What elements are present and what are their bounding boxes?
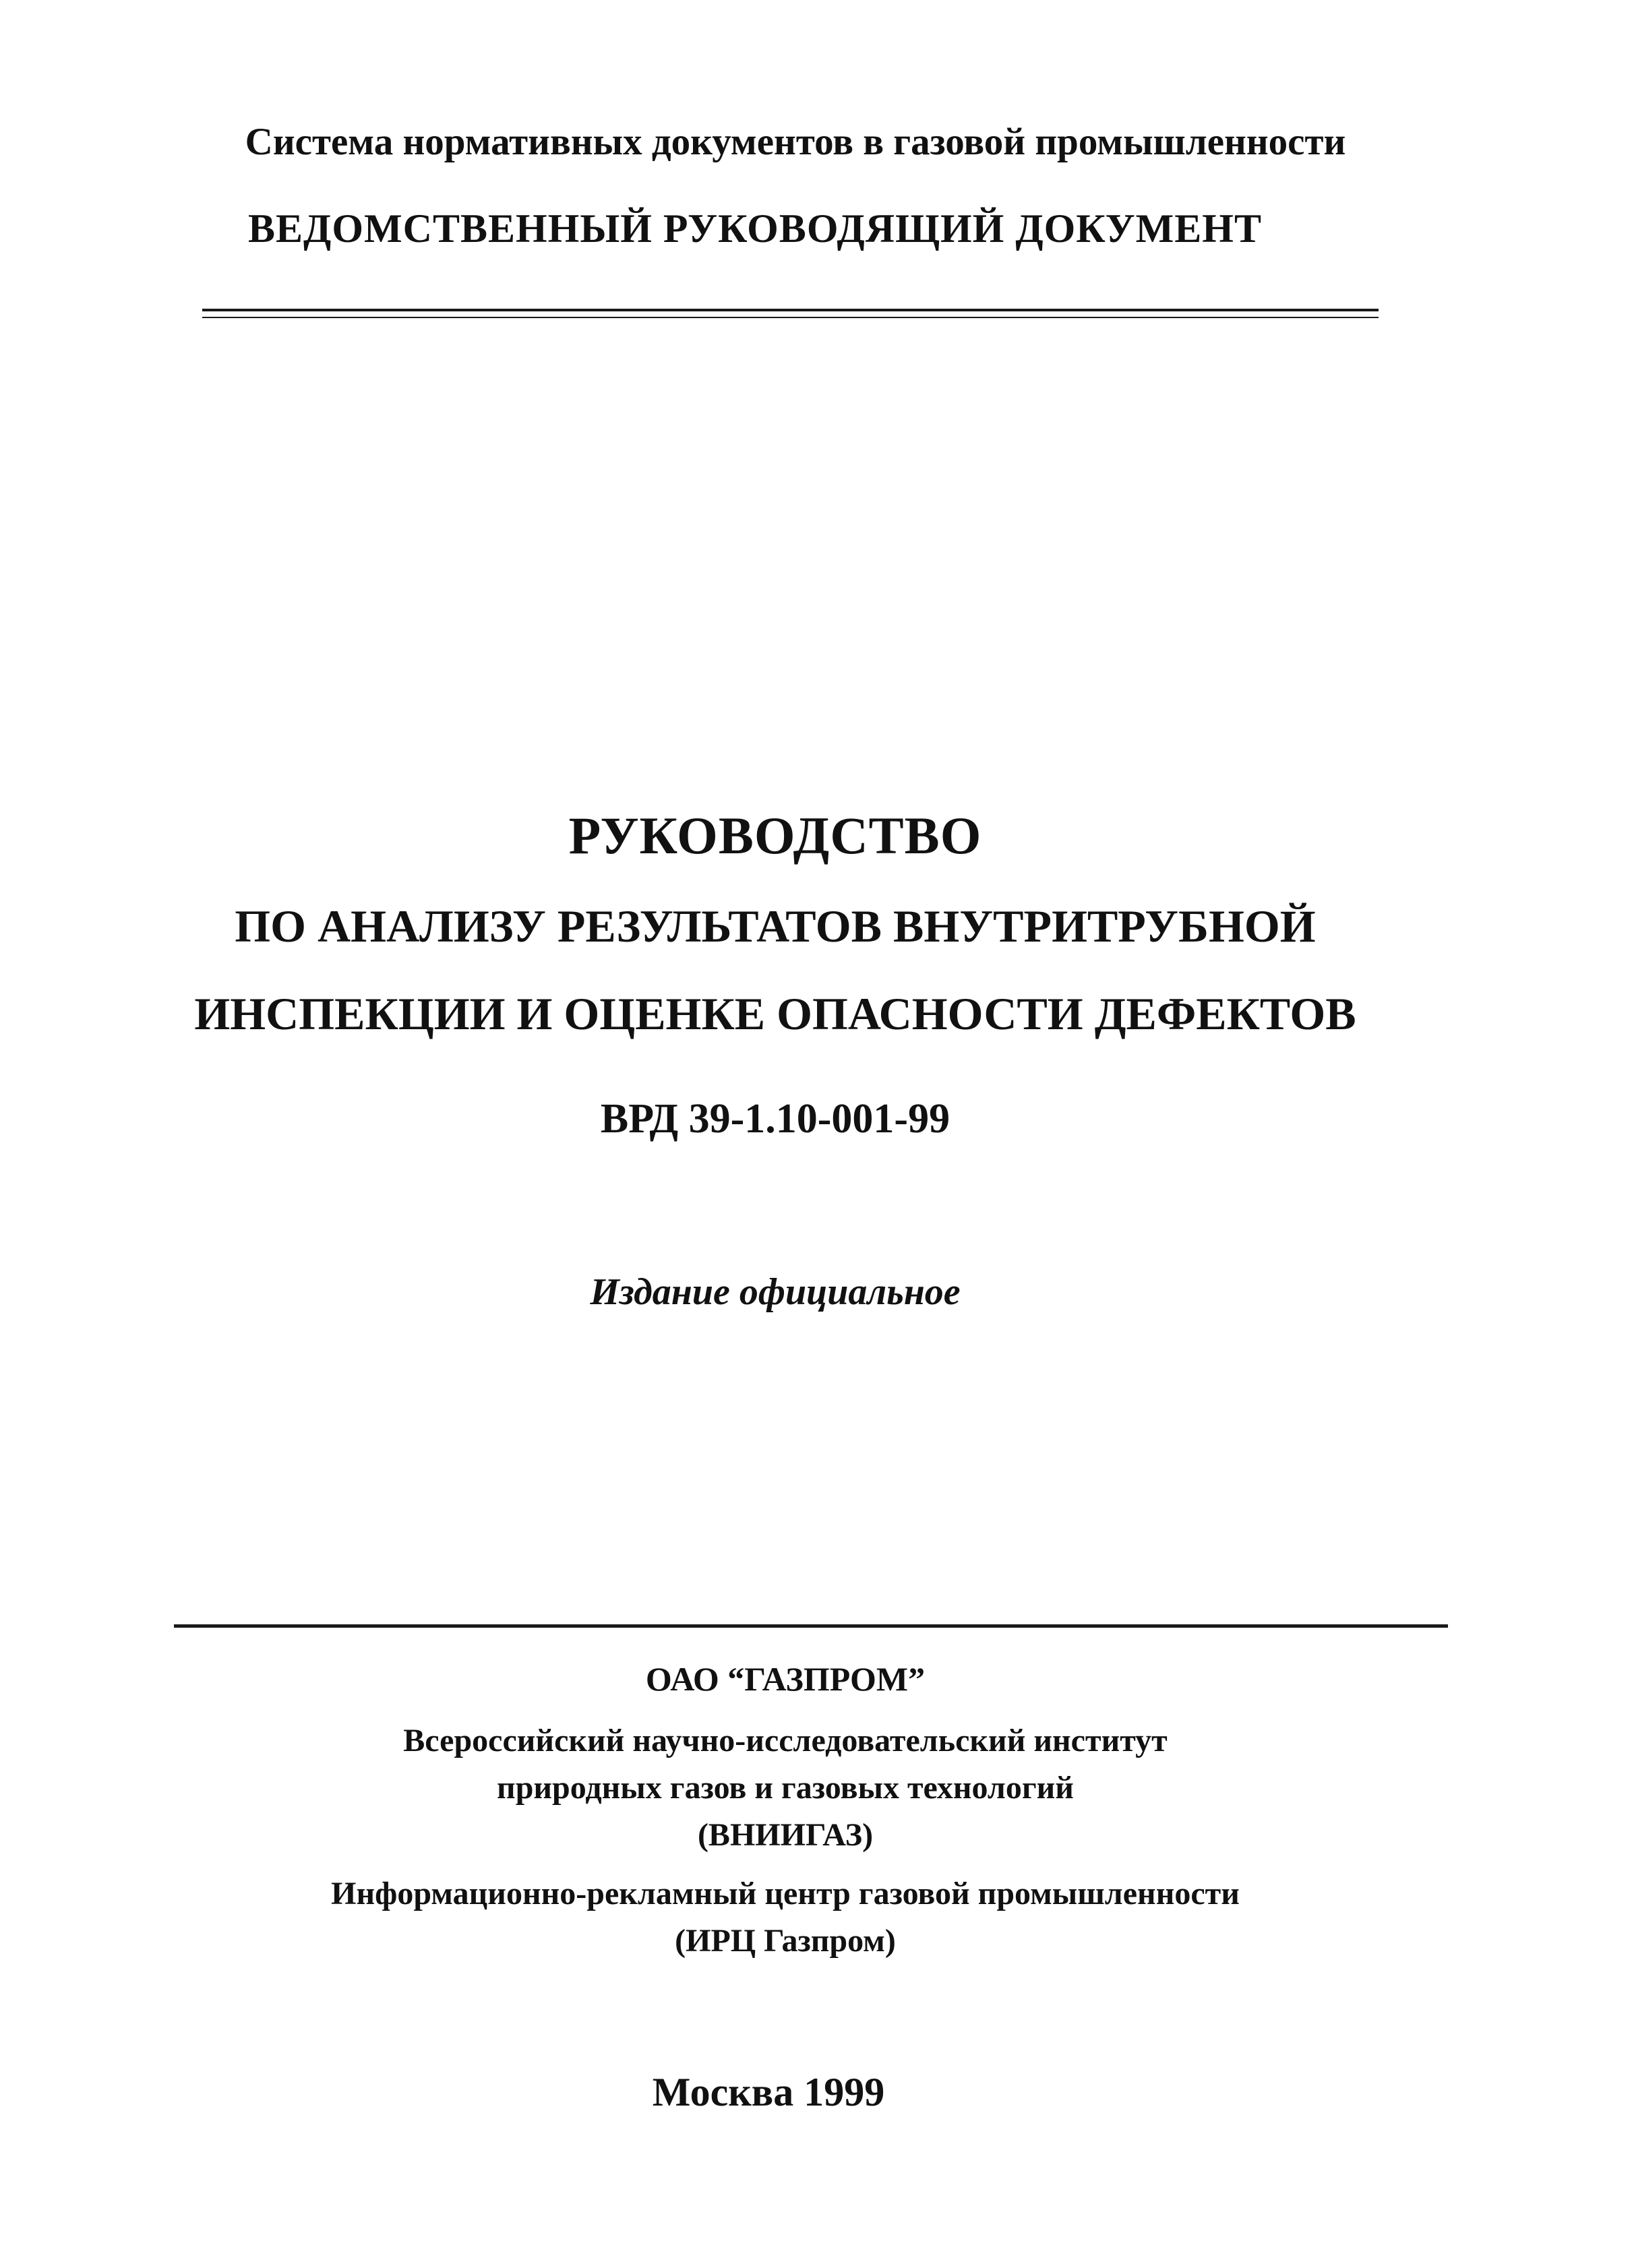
bottom-divider [174, 1624, 1448, 1628]
institute-line-1: Всероссийский научно-исследовательский институт [403, 1723, 1168, 1758]
document-code: ВРД 39-1.10-001-99 [600, 1096, 950, 1142]
info-center-line: Информационно-рекламный центр газовой промышленности [331, 1876, 1240, 1911]
document-subtitle-line-2: ИНСПЕКЦИИ И ОЦЕНКЕ ОПАСНОСТИ ДЕФЕКТОВ [194, 988, 1356, 1039]
edition-note: Издание официальное [590, 1271, 961, 1313]
info-center-abbreviation: (ИРЦ Газпром) [675, 1923, 896, 1959]
organization-name: ОАО “ГАЗПРОМ” [645, 1660, 926, 1698]
document-type-heading: ВЕДОМСТВЕННЫЙ РУКОВОДЯЩИЙ ДОКУМЕНТ [248, 206, 1262, 251]
document-subtitle-line-1: ПО АНАЛИЗУ РЕЗУЛЬТАТОВ ВНУТРИТРУБНОЙ [235, 900, 1316, 952]
institute-line-2: природных газов и газовых технологий [497, 1770, 1074, 1806]
top-divider-thick [202, 309, 1379, 311]
series-heading: Система нормативных документов в газовой промышленности [245, 121, 1346, 163]
city-year: Москва 1999 [652, 2070, 885, 2114]
document-title: РУКОВОДСТВО [568, 806, 982, 865]
top-divider-thin [202, 317, 1379, 318]
institute-abbreviation: (ВНИИГАЗ) [697, 1817, 874, 1853]
